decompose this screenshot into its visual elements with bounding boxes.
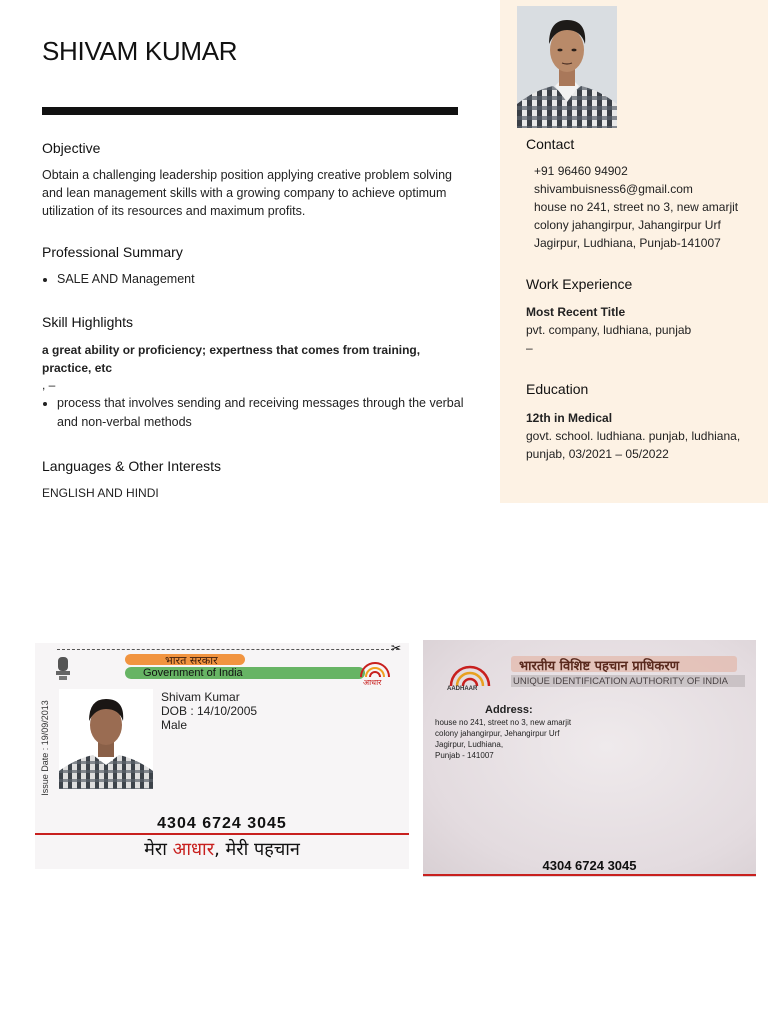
header-rule bbox=[42, 107, 458, 115]
aadhaar-front-card bbox=[35, 643, 409, 869]
languages-heading: Languages & Other Interests bbox=[42, 458, 221, 474]
aadhaar-back-card bbox=[423, 640, 756, 877]
contact-phone: +91 96460 94902 bbox=[534, 164, 628, 178]
red-divider bbox=[35, 833, 409, 835]
education-heading: Education bbox=[526, 381, 589, 397]
education-school: govt. school. ludhiana. punjab, ludhiana, punjab, 03/2021 – 05/2022 bbox=[526, 429, 741, 461]
cut-line bbox=[57, 649, 399, 650]
card-details bbox=[161, 690, 257, 732]
authority-hindi: भारतीय विशिष्ट पहचान प्राधिकरण bbox=[519, 659, 680, 674]
work-title: Most Recent Title bbox=[526, 305, 626, 319]
list-item: • SALE AND Management bbox=[57, 270, 467, 289]
address-block: house no 241, street no 3, new amarjit colony jahangirpur, Jehangirpur Urf Jagirpur, Ludhiana, Punjab - 141007 bbox=[435, 718, 572, 760]
aadhaar-logo-text: आधार bbox=[363, 678, 382, 687]
education-degree: 12th in Medical bbox=[526, 411, 613, 425]
emblem-icon bbox=[53, 653, 73, 683]
skills-heading: Skill Highlights bbox=[42, 314, 134, 330]
card-gender: Male bbox=[161, 718, 188, 732]
summary-list bbox=[42, 270, 467, 289]
work-company: pvt. company, ludhiana, punjab bbox=[526, 323, 692, 337]
aadhaar-logo-text: AADHAAR bbox=[447, 686, 478, 692]
languages-text: ENGLISH AND HINDI bbox=[42, 486, 159, 500]
contact-block bbox=[534, 162, 749, 252]
contact-heading: Contact bbox=[526, 136, 575, 152]
authority-english: UNIQUE IDENTIFICATION AUTHORITY OF INDIA bbox=[513, 676, 728, 687]
summary-heading: Professional Summary bbox=[42, 244, 183, 260]
work-dates: – bbox=[526, 341, 533, 355]
aadhaar-number: 4304 6724 3045 bbox=[542, 858, 637, 873]
issue-date: Issue Date : 19/09/2013 bbox=[40, 700, 50, 796]
skills-bold-text: a great ability or proficiency; expertness that comes from training, practice, etc bbox=[42, 343, 421, 375]
contact-address: house no 241, street no 3, new amarjit colony jahangirpur, Jahangirpur Urf Jagirpur, Ludhiana, Punjab-141007 bbox=[534, 200, 739, 250]
gov-english: Government of India bbox=[143, 667, 243, 679]
list-item: • process that involves sending and receiving messages through the verbal and non-verbal methods bbox=[57, 394, 467, 432]
address-label: Address: bbox=[485, 704, 533, 716]
contact-email: shivambuisness6@gmail.com bbox=[534, 182, 693, 196]
red-divider bbox=[423, 874, 756, 876]
work-heading: Work Experience bbox=[526, 276, 633, 292]
candidate-name: SHIVAM KUMAR bbox=[42, 36, 238, 66]
profile-photo bbox=[517, 6, 617, 128]
education-block bbox=[526, 409, 754, 463]
objective-text: Obtain a challenging leadership position applying creative problem solving and lean management skills with a growing company to achieve optimum utilization of its resources and maximum profits. bbox=[42, 168, 452, 218]
aadhaar-tagline: मेरा आधार, मेरी पहचान bbox=[144, 839, 300, 860]
gov-hindi: भारत सरकार bbox=[165, 654, 218, 667]
card-holder-name: Shivam Kumar bbox=[161, 690, 240, 704]
skills-sub-text: , – bbox=[42, 378, 56, 392]
work-block bbox=[526, 303, 751, 357]
aadhaar-number: 4304 6724 3045 bbox=[157, 815, 287, 832]
scissors-icon: ✂ bbox=[391, 643, 402, 655]
card-dob: DOB : 14/10/2005 bbox=[161, 704, 258, 718]
objective-heading: Objective bbox=[42, 140, 101, 156]
skills-list bbox=[42, 394, 467, 432]
card-photo bbox=[59, 689, 153, 789]
